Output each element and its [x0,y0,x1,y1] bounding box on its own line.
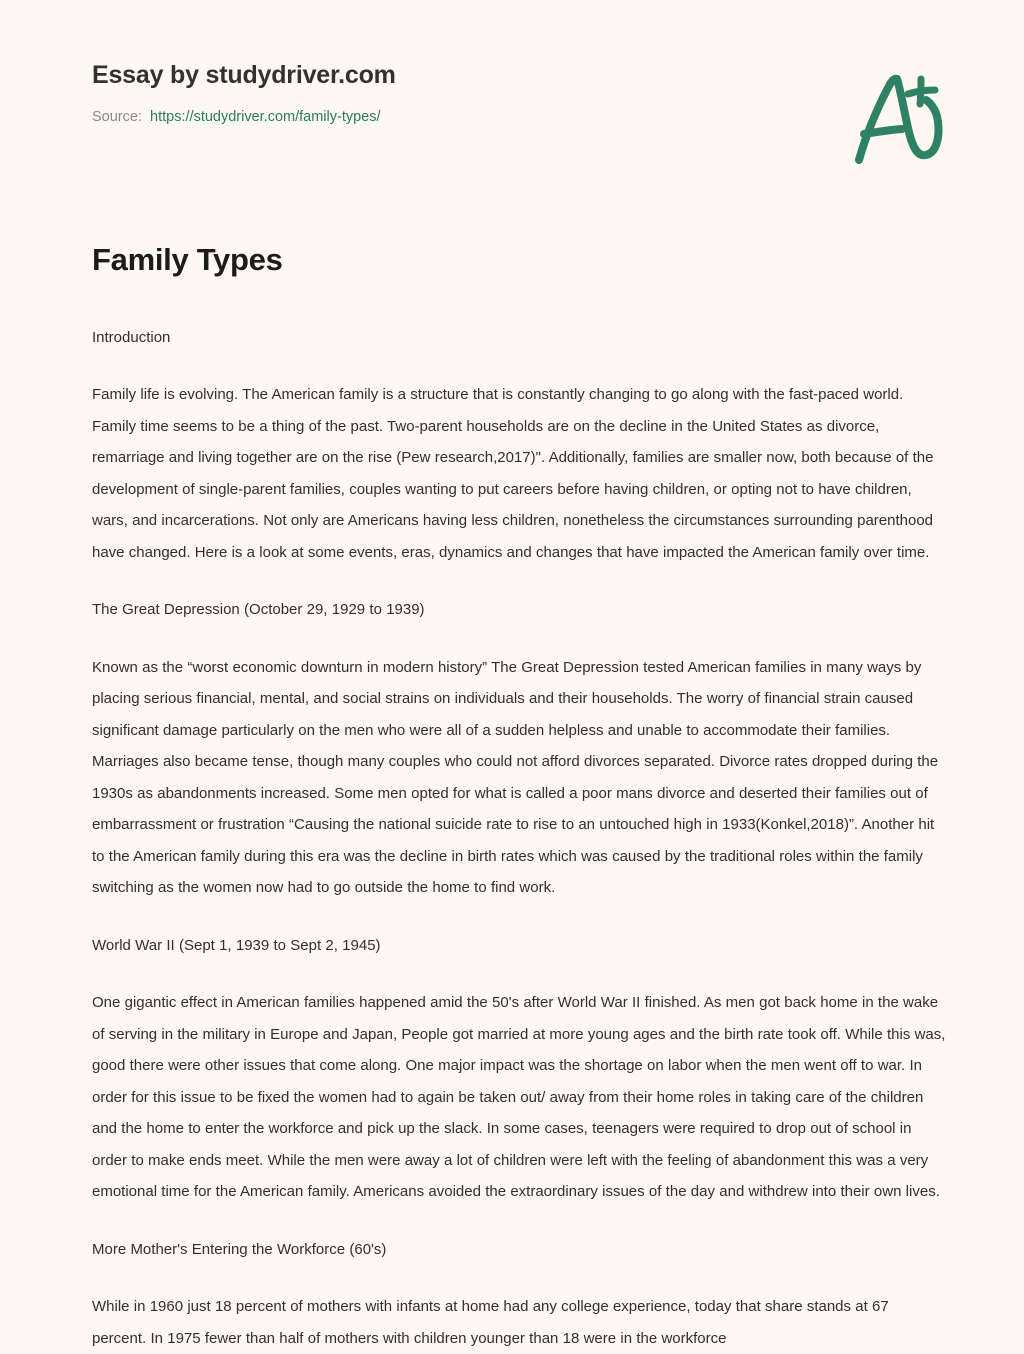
paragraph-mothers-workforce: While in 1960 just 18 percent of mothers with infants at home had any college experience, today that share stands at 67 percent. In 1975 fewer than half of mothers with children younger than 18 were in the workforce [92,1298,889,1347]
a-plus-logo [832,62,952,167]
section-heading-great-depression: The Great Depression (October 29, 1929 to 1939) [92,601,425,619]
document-body [0,170,1024,1354]
paragraph-introduction: Family life is evolving. The American family is a structure that is constantly changing to go along with the fast-paced world. Family time seems to be a thing of the past. Two-parent households are on the decline in the United States as divorce, remarriage and living together are on the rise (Pew research,2017)". Additionally, families are smaller now, both because of the development of single-parent families, couples wanting to put careers before having children, or opting not to have children, wars, and incarcerations. Not only are Americans having less children, nonetheless the circumstances surrounding parenthood have changed. Here is a look at some events, eras, dynamics and changes that have impacted the American family over time. [92,386,934,561]
brand-attribution: Essay by studydriver.com [92,61,396,89]
section-heading-world-war-two: World War II (Sept 1, 1939 to Sept 2, 1945) [92,936,381,954]
source-line [92,108,949,127]
source-label: Source: [92,109,142,125]
page-title: Family Types [92,242,283,277]
paragraph-great-depression: Known as the “worst economic downturn in modern history” The Great Depression tested American families in many ways by placing serious financial, mental, and social strains on individuals and their households. The worry of financial strain caused significant damage particularly on the men who were all of a sudden helpless and unable to accommodate their families. Marriages also became tense, though many couples who could not afford divorces separated. Divorce rates dropped during the 1930s as abandonments increased. Some men opted for what is called a poor mans divorce and deserted their families out of embarrassment or frustration “Causing the national suicide rate to rise to an untouched high in 1933(Konkel,2018)”. Another hit to the American family during this era was the decline in birth rates which was caused by the traditional roles within the family switching as the women now had to go outside the home to find work. [92,658,939,897]
source-link[interactable]: https://studydriver.com/family-types/ [150,109,381,125]
document-header [0,0,1024,170]
section-heading-introduction: Introduction [92,328,171,346]
paragraph-world-war-two: One gigantic effect in American families happened amid the 50's after World War II finished. As men got back home in the wake of serving in the military in Europe and Japan, People got married at more young ages and the birth rate took off. While this was, good there were other issues that come along. One major impact was the shortage on labor when the men went off to war. In order for this issue to be fixed the women had to again be taken out/ away from their home roles in taking care of the children and the home to enter the workforce and pick up the slack. In some cases, teenagers were required to drop out of school in order to make ends meet. While the men were away a lot of children were left with the feeling of abandonment this was a very emotional time for the American family. Americans avoided the extraordinary issues of the day and withdrew into their own lives. [92,994,946,1201]
section-heading-mothers-workforce: More Mother's Entering the Workforce (60's) [92,1240,387,1258]
